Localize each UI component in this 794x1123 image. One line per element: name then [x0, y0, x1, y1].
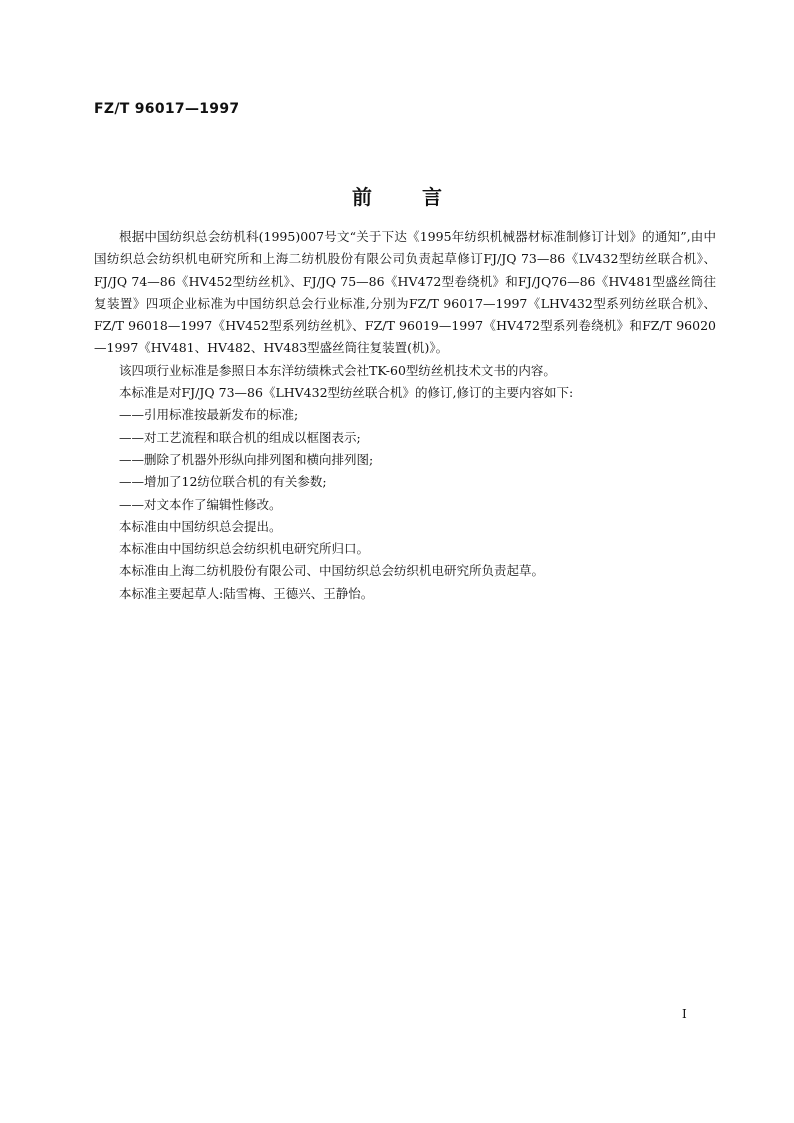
paragraph-drafters: 本标准主要起草人:陆雪梅、王德兴、王静怡。: [119, 585, 374, 601]
paragraph-revision-intro: 本标准是对FJ/JQ 73—86《LHV432型纺丝联合机》的修订,修订的主要内容如下:: [119, 385, 574, 401]
document-code: FZ/T 96017—1997: [94, 101, 240, 117]
paragraph-administrator: 本标准由中国纺织总会纺织机电研究所归口。: [119, 541, 370, 557]
revision-item: ——删除了机器外形纵向排列图和横向排列图;: [119, 451, 374, 467]
page-title: 前言: [352, 185, 492, 209]
paragraph-drafting-units: 本标准由上海二纺机股份有限公司、中国纺织总会纺织机电研究所负责起草。: [119, 563, 545, 579]
paragraph-reference: 该四项行业标准是参照日本东洋纺绩株式会社TK-60型纺丝机技术文书的内容。: [119, 362, 556, 378]
page-number: I: [682, 1007, 687, 1021]
revision-item: ——对文本作了编辑性修改。: [119, 496, 282, 512]
revision-item: ——增加了12纺位联合机的有关参数;: [119, 474, 327, 490]
revision-item: ——对工艺流程和联合机的组成以框图表示;: [119, 429, 361, 445]
revision-item: ——引用标准按最新发布的标准;: [119, 407, 299, 423]
document-body: [94, 226, 716, 605]
paragraph-background: 根据中国纺织总会纺机科(1995)007号文“关于下达《1995年纺织机械器材标准制修订计划》的通知”,由中国纺织总会纺织机电研究所和上海二纺机股份有限公司负责起草修订FJ/JQ 73—86《LV432型纺丝联合机》、FJ/JQ 74—86《HV452型纺丝机》、FJ/JQ 75—86《HV472型卷绕机》和FJ/JQ76—86《HV481型盛丝筒往复装置》四项企业标准为中国纺织总会行业标准,分别为FZ/T 96017—1997《LHV432型系列纺丝联合机》、FZ/T 96018—1997《HV452型系列纺丝机》、FZ/T 96019—1997《HV472型系列卷绕机》和FZ/T 96020—1997《HV481、HV482、HV483型盛丝筒往复装置(机)》。: [94, 229, 716, 356]
paragraph-proposer: 本标准由中国纺织总会提出。: [119, 518, 282, 534]
